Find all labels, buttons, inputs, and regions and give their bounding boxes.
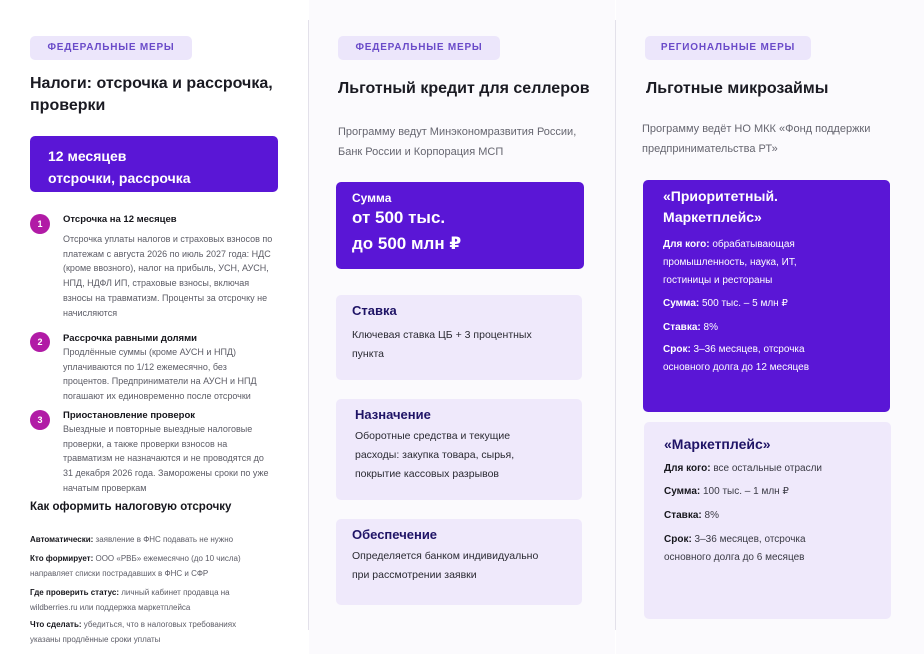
note-text: заявление в ФНС подавать не нужно [93,535,234,544]
rate-text [352,326,566,364]
field-value: гостиницы и рестораны [663,275,773,286]
step-line: начатым проверкам [63,482,147,493]
purpose-title: Назначение [355,407,431,422]
field-label: Сумма: [664,486,701,497]
field-value: обрабатывающая [709,239,795,250]
step-line: процентов. Предприниматели на АУСН и НПД [63,376,257,387]
program-who [664,460,871,478]
rate-line: пункта [352,348,384,360]
field-value: все остальные отрасли [710,463,823,474]
step-description [63,345,285,404]
section-title-line: проверки [30,97,106,114]
program-title-line: «Приоритетный. [663,188,778,204]
program-rate [663,319,870,337]
section-title: Льготный кредит для селлеров [338,80,590,97]
program-sum [664,483,871,501]
step-title: Отсрочка на 12 месяцев [63,214,177,225]
field-label: Для кого: [663,239,710,250]
rate-box [336,295,582,380]
security-text [352,547,566,585]
section-title: Льготные микрозаймы [646,80,829,97]
program-marketplace-box [644,422,891,619]
purpose-box [336,399,582,500]
rate-line: Ключевая ставка ЦБ + 3 процентных [352,329,532,341]
rate-title: Ставка [352,303,397,318]
sum-label: Сумма [352,191,392,205]
step-line: взносы на травматизм. Проценты за отсрочку не [63,292,268,303]
program-term [664,531,871,567]
note-text: ООО «РВБ» ежемесячно (до 10 числа) [93,554,241,563]
field-value: 8% [701,510,719,521]
field-label: Ставка: [664,510,702,521]
step-title: Приостановление проверок [63,410,196,421]
federal-measures-tag: ФЕДЕРАЛЬНЫЕ МЕРЫ [30,36,192,60]
note-text: личный кабинет продавца на [119,588,230,597]
howto-title: Как оформить налоговую отсрочку [30,501,232,513]
column-credit [309,0,615,654]
section-subtitle [642,119,912,159]
field-value: основного долга до 12 месяцев [663,362,810,373]
step-line: НПД, НДФЛ ИП, страховые взносы, включая [63,278,250,289]
program-term [663,341,870,377]
sum-value: от 500 тыс. [352,208,446,227]
purpose-line: расходы: закупка товара, сырья, [355,449,515,461]
field-value: основного долга до 6 месяцев [664,552,805,563]
security-line: Определяется банком индивидуально [352,550,539,562]
howto-note [30,532,270,547]
howto-note [30,585,270,615]
column-tax-measures [0,0,308,654]
field-label: Ставка: [663,322,701,333]
note-label: Где проверить статус: [30,588,120,597]
field-value: 3–36 месяцев, отсрочка [690,344,805,355]
highlight-line: 12 месяцев [48,148,127,164]
howto-note [30,617,270,647]
column-microloans [616,0,924,654]
program-title-line: Маркетплейс» [663,209,762,225]
field-label: Срок: [663,344,691,355]
purpose-line: Оборотные средства и текущие [355,430,511,442]
field-label: Срок: [664,534,692,545]
note-label: Автоматически: [30,535,94,544]
sum-box [336,182,584,269]
step-title: Рассрочка равными долями [63,333,197,344]
field-value: 3–36 месяцев, отсрочка [691,534,806,545]
subtitle-line: Программу ведут Минэкономразвития России, [338,126,577,138]
step-number-badge: 3 [30,410,50,430]
step-line: Продлённые суммы (кроме АУСН и НПД) [63,347,236,357]
step-line: погашают их единовременно после отсрочки [63,391,251,402]
sum-value: до 500 млн ₽ [352,234,462,253]
step-number-badge: 1 [30,214,50,234]
note-text: убедиться, что в налоговых требованиях [81,620,237,629]
subtitle-line: Банк России и Корпорация МСП [338,146,504,158]
howto-note [30,551,270,581]
program-who [663,236,870,290]
subtitle-line: Программу ведёт НО МКК «Фонд поддержки [642,123,871,135]
federal-measures-tag: ФЕДЕРАЛЬНЫЕ МЕРЫ [338,36,500,60]
section-title-line: Налоги: отсрочка и рассрочка, [30,75,273,92]
field-value: 8% [700,322,718,333]
step-line: начисляются [63,307,118,318]
program-sum [663,295,870,313]
step-description [63,232,285,320]
field-label: Сумма: [663,298,700,309]
field-value: 500 тыс. – 5 млн ₽ [699,298,788,309]
purpose-text [355,427,563,484]
highlight-line: отсрочки, рассрочка [48,170,191,186]
section-subtitle [338,122,608,162]
program-title [663,186,870,228]
regional-measures-tag: РЕГИОНАЛЬНЫЕ МЕРЫ [645,36,811,60]
note-label: Кто формирует: [30,554,94,563]
step-number-badge: 2 [30,332,50,352]
security-box [336,519,582,605]
step-line: (кроме ввозного), налог на прибыль, УСН, АУСН, [63,263,269,274]
field-label: Для кого: [664,463,711,474]
security-title: Обеспечение [352,527,438,542]
subtitle-line: предпринимательства РТ» [642,143,778,155]
note-text: направляет списки пострадавших в ФНС и СФР [30,569,209,578]
step-line: уплачиваются по 1/12 ежемесячно, без [63,361,227,372]
highlight-box [30,136,278,192]
program-priority-box [643,180,890,412]
note-text: wildberries.ru или поддержка маркетплейса [30,603,191,612]
purpose-line: покрытие кассовых разрывов [355,468,499,480]
section-title [30,73,290,117]
step-line: Выездные и повторные выездные налоговые [63,424,253,434]
field-value: 100 тыс. – 1 млн ₽ [700,486,789,497]
step-description [63,422,285,496]
step-line: травматизм не назначаются и не проводятся до [63,453,264,464]
program-rate [664,507,871,525]
field-value: промышленность, наука, ИТ, [663,257,797,268]
note-label: Что сделать: [30,620,82,629]
step-line: проверки, а также проверки взносов на [63,438,228,449]
step-line: Отсрочка уплаты налогов и страховых взносов по [63,234,273,244]
program-title: «Маркетплейс» [664,436,771,452]
note-text: указаны продлённые сроки уплаты [30,635,161,644]
security-line: при рассмотрении заявки [352,569,477,581]
step-line: 31 декабря 2026 года. Заморожены сроки по уже [63,468,269,479]
step-line: платежам с августа 2026 по июль 2027 года: НДС [63,248,271,259]
